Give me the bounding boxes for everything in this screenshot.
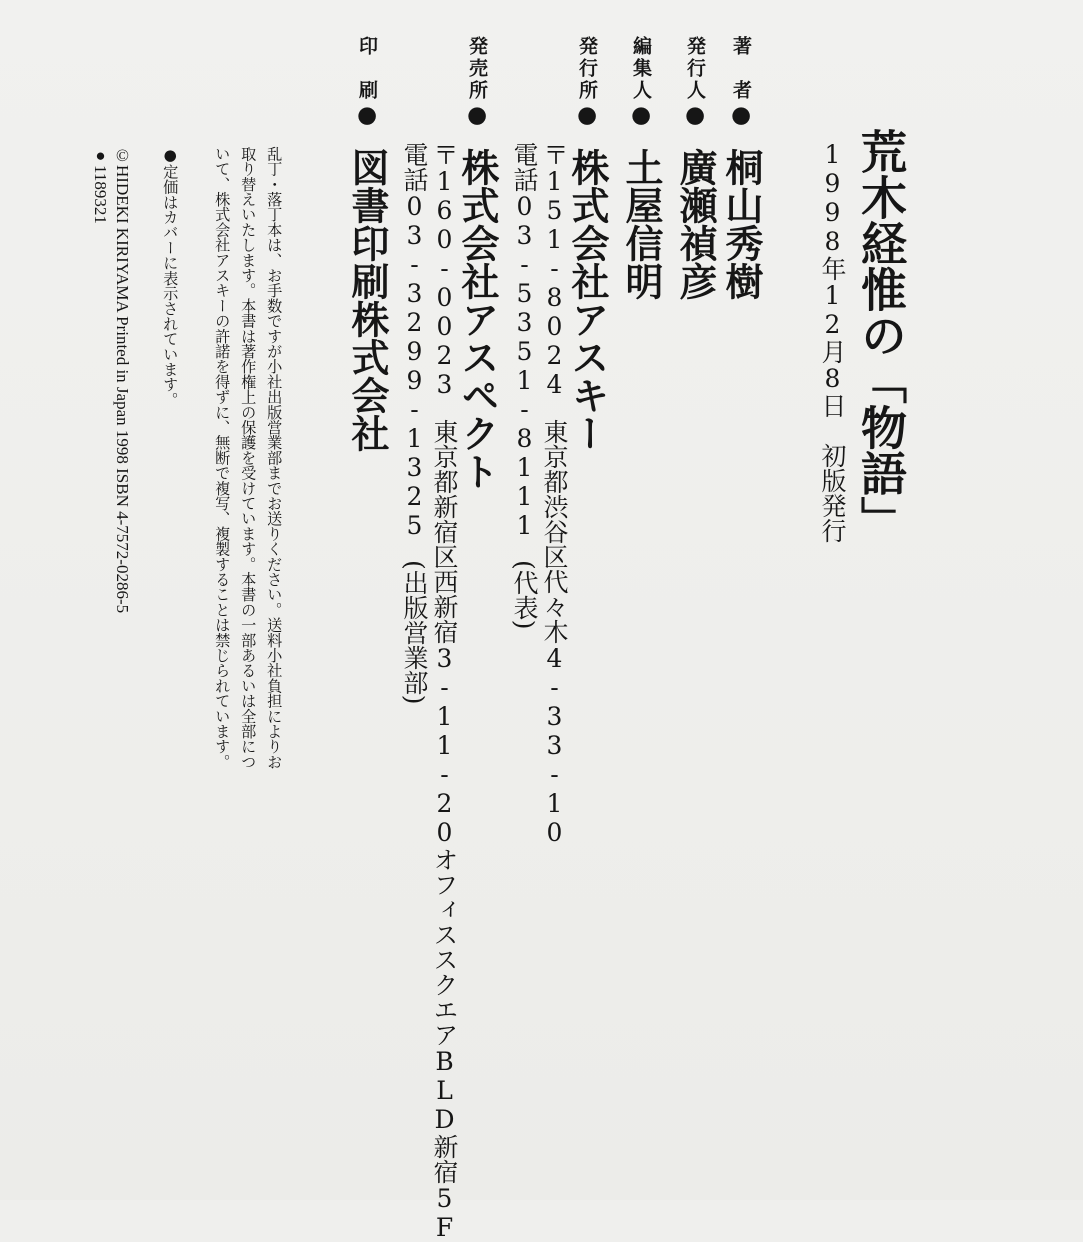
credit-label: 編集人 xyxy=(630,36,652,102)
publisher-person-name: 廣瀬禎彦 xyxy=(673,148,717,300)
publishing-house-name: 株式会社アスキー xyxy=(565,148,609,452)
printer-name: 図書印刷株式会社 xyxy=(345,148,389,452)
ascii-phone xyxy=(512,142,537,630)
aspect-phone-number: 電話03-3299-1325 xyxy=(400,142,429,540)
ascii-street-address: 東京都渋谷区代々木4-33-10 xyxy=(540,419,569,847)
credit-label: 発売所 xyxy=(466,36,488,102)
aspect-postal-code: 〒160-0023 xyxy=(430,142,459,399)
note-line-1: 乱丁・落丁本は、お手数ですが小社出版営業部までお送りください。送料小社負担によりお xyxy=(265,146,284,770)
bullet-icon: ● xyxy=(354,102,380,128)
ascii-postal-code: 〒151-8024 xyxy=(540,142,569,399)
credit-label: 著 者 xyxy=(730,36,752,102)
editor-name: 土屋信明 xyxy=(619,148,663,300)
aspect-phone xyxy=(402,142,427,705)
aspect-address xyxy=(432,142,457,1242)
credit-publisher-person xyxy=(673,36,717,300)
author-name: 桐山秀樹 xyxy=(719,148,763,300)
credit-author xyxy=(719,36,763,300)
credit-printer xyxy=(345,36,389,452)
publication-date: 1998年12月8日 初版発行 xyxy=(818,140,847,543)
credit-label: 発行人 xyxy=(684,36,706,102)
copyright-isbn: ©HIDEKI KIRIYAMA Printed in Japan 1998 ISBN 4-7572-0286-5 xyxy=(113,146,132,614)
ascii-phone-note: (代表) xyxy=(510,560,539,630)
distributor-name: 株式会社アスペクト xyxy=(455,148,499,490)
note-line-3: いて、株式会社アスキーの許諾を得ずに、無断で複写、複製することは禁じられています。 xyxy=(213,146,232,770)
ascii-phone-number: 電話03-5351-8111 xyxy=(510,142,539,540)
aspect-street-address: 東京都新宿区西新宿3-11-20オフィススクエアBLD新宿5F xyxy=(430,419,459,1242)
credit-editor xyxy=(619,36,663,300)
ascii-address xyxy=(542,142,567,847)
credit-distributor xyxy=(455,36,499,490)
note-line-2: 取り替えいたします。本書は著作権上の保護を受けています。本書の一部あるいは全部につ xyxy=(239,146,258,770)
book-title: 荒木経惟の「物語」 xyxy=(854,128,908,542)
bullet-icon: ● xyxy=(682,102,708,128)
bullet-icon: ● xyxy=(628,102,654,128)
credit-label: 発行所 xyxy=(576,36,598,102)
bullet-icon: ● xyxy=(464,102,490,128)
credit-label: 印 刷 xyxy=(356,36,378,102)
bullet-icon: ● xyxy=(574,102,600,128)
bullet-icon: ● xyxy=(728,102,754,128)
catalog-code: ●1189321 xyxy=(91,146,110,224)
price-note: ●定価はカバーに表示されています。 xyxy=(161,146,180,408)
credit-publishing-house xyxy=(565,36,609,452)
aspect-phone-note: (出版営業部) xyxy=(400,560,429,705)
